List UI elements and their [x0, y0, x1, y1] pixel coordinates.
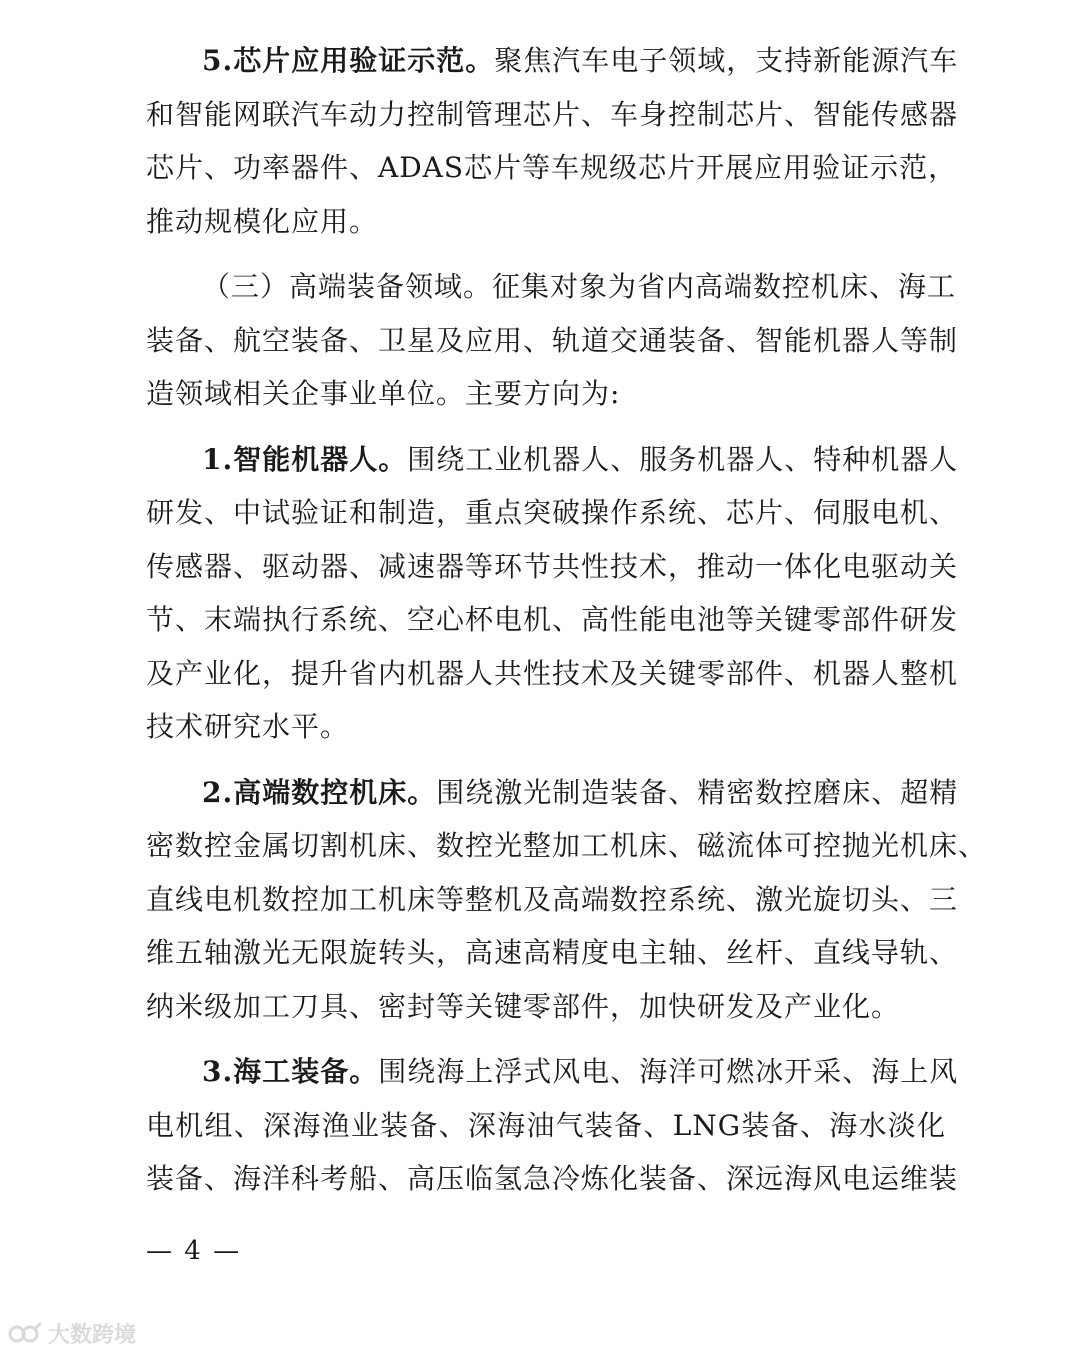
paragraph [146, 766, 988, 1034]
paragraph [146, 1045, 959, 1206]
line-text: 纳米级加工刀具、密封等关键零部件，加快研发及产业化。 [146, 989, 901, 1023]
section-heading: 1.智能机器人。 [202, 442, 408, 476]
text-line [146, 926, 959, 980]
text-line [146, 700, 946, 754]
text-line [146, 141, 958, 195]
section-heading: 5.芯片应用验证示范。 [202, 44, 495, 77]
text-line [146, 260, 957, 314]
line-text: 及产业化，提升省内机器人共性技术及关键零部件、机器人整机 [146, 656, 959, 690]
section-heading: 2.高端数控机床。 [202, 775, 437, 809]
line-text: 芯片、功率器件、ADAS芯片等车规级芯片开展应用验证示范， [146, 151, 958, 184]
paragraph [146, 34, 959, 248]
paragraph [146, 433, 959, 754]
line-text: 维五轴激光无限旋转头，高速高精度电主轴、丝杆、直线导轨、 [146, 936, 959, 969]
line-text: 研发、中试验证和制造，重点突破操作系统、芯片、伺服电机、 [146, 496, 959, 529]
watermark [8, 1318, 136, 1349]
document-body [146, 34, 988, 1206]
watermark-logo-icon [8, 1320, 42, 1348]
line-text: 围绕海上浮式风电、海洋可燃冰开采、海上风 [378, 1055, 959, 1088]
line-text: 装备、航空装备、卫星及应用、轨道交通装备、智能机器人等制 [146, 323, 959, 357]
line-text: 围绕激光制造装备、精密数控磨床、超精 [436, 775, 959, 809]
line-text: （三）高端装备领域。征集对象为省内高端数控机床、海工 [202, 270, 957, 303]
line-text: 技术研究水平。 [146, 710, 350, 743]
paragraph-gap [146, 754, 946, 766]
text-line [146, 873, 959, 927]
line-text: 装备、海洋科考船、高压临氢急冷炼化装备、深远海风电运维装 [146, 1162, 959, 1195]
text-line [146, 819, 988, 873]
paragraph-gap [146, 248, 946, 260]
text-line [146, 88, 959, 142]
text-line [146, 486, 959, 540]
text-line [146, 540, 959, 594]
line-text: 围绕工业机器人、服务机器人、特种机器人 [407, 442, 959, 476]
watermark-text: 大数跨境 [48, 1323, 137, 1348]
line-text: 聚焦汽车电子领域，支持新能源汽车 [494, 44, 959, 77]
page-number: — 4 — [146, 1236, 242, 1266]
text-line [146, 1099, 946, 1153]
section-heading: 3.海工装备。 [202, 1055, 379, 1088]
text-line [146, 593, 959, 647]
line-text: 传感器、驱动器、减速器等环节共性技术，推动一体化电驱动关 [146, 549, 959, 583]
line-text: 推动规模化应用。 [146, 204, 379, 238]
line-text: 密数控金属切割机床、数控光整加工机床、磁流体可控抛光机床、 [146, 829, 988, 862]
text-line [146, 1152, 959, 1206]
text-line [146, 980, 946, 1034]
text-line [146, 314, 959, 368]
text-line [146, 647, 959, 701]
line-text: 直线电机数控加工机床等整机及高端数控系统、激光旋切头、三 [146, 882, 959, 916]
text-line [146, 34, 959, 88]
text-line [146, 766, 959, 820]
paragraph-gap [146, 1033, 946, 1045]
text-line [146, 1045, 959, 1099]
line-text: 电机组、深海渔业装备、深海油气装备、LNG装备、海水淡化 [146, 1108, 946, 1142]
line-text: 造领域相关企事业单位。主要方向为: [146, 377, 621, 410]
paragraph-gap [146, 421, 946, 433]
text-line [146, 433, 959, 487]
line-text: 节、末端执行系统、空心杯电机、高性能电池等关键零部件研发 [146, 603, 959, 636]
paragraph [146, 260, 959, 421]
text-line [146, 367, 946, 421]
text-line [146, 195, 946, 249]
line-text: 和智能网联汽车动力控制管理芯片、车身控制芯片、智能传感器 [146, 97, 959, 131]
